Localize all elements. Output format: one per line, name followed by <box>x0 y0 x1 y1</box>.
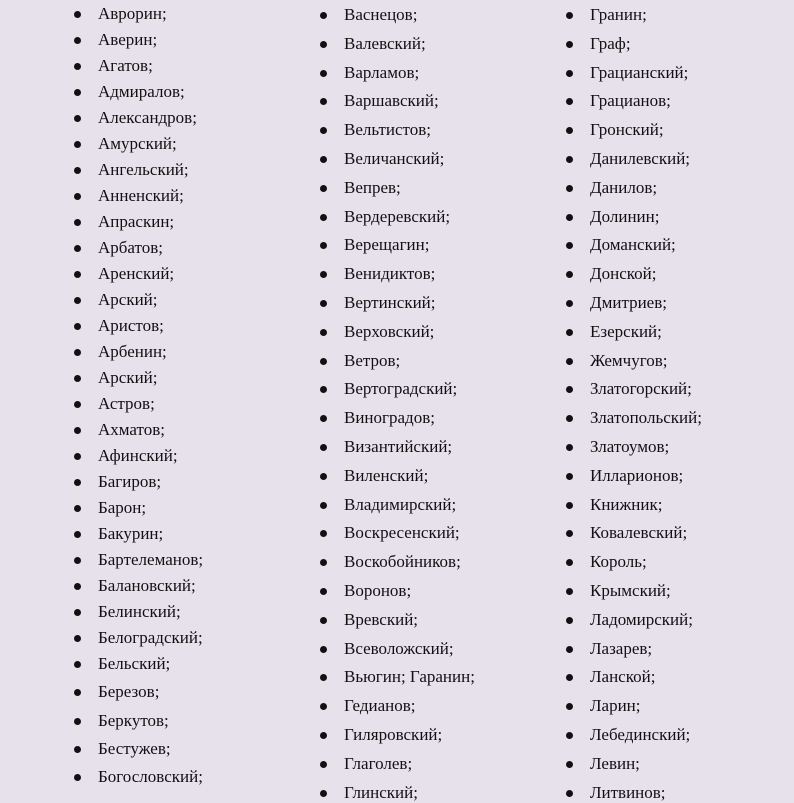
surname-text: Богословский; <box>98 767 203 786</box>
surname-text: Венидиктов; <box>344 264 436 283</box>
surname-text: Бестужев; <box>98 739 171 758</box>
list-item <box>566 610 693 630</box>
list-item <box>320 207 450 227</box>
list-item <box>74 264 174 284</box>
surname-text: Багиров; <box>98 472 162 491</box>
bullet-icon <box>74 746 81 753</box>
list-item <box>320 581 411 601</box>
list-item <box>566 120 664 140</box>
bullet-icon <box>74 63 81 70</box>
bullet-icon <box>566 386 573 393</box>
bullet-icon <box>566 703 573 710</box>
list-item <box>74 682 159 702</box>
surname-text: Златогорский; <box>590 379 692 398</box>
surname-text: Валевский; <box>344 34 426 53</box>
surname-text: Апраскин; <box>98 212 175 231</box>
list-item <box>320 5 417 25</box>
list-item <box>74 711 169 731</box>
list-item <box>320 235 429 255</box>
surname-text: Белоградский; <box>98 628 203 647</box>
bullet-icon <box>74 557 81 564</box>
surname-text: Византийский; <box>344 437 453 456</box>
bullet-icon <box>566 617 573 624</box>
surname-text: Вертоградский; <box>344 379 458 398</box>
bullet-icon <box>320 502 327 509</box>
surname-text: Гранин; <box>590 5 647 24</box>
bullet-icon <box>566 300 573 307</box>
list-item <box>566 34 631 54</box>
surname-text: Доманский; <box>590 235 676 254</box>
surname-text: Грацианов; <box>590 91 671 110</box>
bullet-icon <box>320 214 327 221</box>
surname-text: Лебединский; <box>590 725 691 744</box>
list-item <box>74 739 171 759</box>
surname-text: Данилов; <box>590 178 658 197</box>
list-item <box>320 696 416 716</box>
bullet-icon <box>74 609 81 616</box>
bullet-icon <box>320 329 327 336</box>
surname-text: Верещагин; <box>344 235 430 254</box>
bullet-icon <box>566 329 573 336</box>
surname-text: Аврорин; <box>98 4 167 23</box>
bullet-icon <box>566 127 573 134</box>
bullet-icon <box>320 127 327 134</box>
bullet-icon <box>320 271 327 278</box>
list-item <box>74 316 164 336</box>
surname-text: Ангельский; <box>98 160 189 179</box>
surname-text: Владимирский; <box>344 495 457 514</box>
list-item <box>320 91 439 111</box>
bullet-icon <box>74 193 81 200</box>
surname-text: Вревский; <box>344 610 419 629</box>
list-item <box>566 466 683 486</box>
surname-text: Ветров; <box>344 351 401 370</box>
surname-text: Анненский; <box>98 186 184 205</box>
bullet-icon <box>566 242 573 249</box>
surname-text: Донской; <box>590 264 657 283</box>
surname-text: Глинский; <box>344 783 418 802</box>
bullet-icon <box>566 415 573 422</box>
bullet-icon <box>74 375 81 382</box>
list-item <box>566 149 690 169</box>
bullet-icon <box>566 41 573 48</box>
surname-text: Александров; <box>98 108 197 127</box>
bullet-icon <box>320 703 327 710</box>
list-item <box>320 379 457 399</box>
list-item <box>320 610 418 630</box>
list-item <box>74 394 155 414</box>
list-item <box>74 186 184 206</box>
bullet-icon <box>74 323 81 330</box>
surname-text: Лазарев; <box>590 639 653 658</box>
list-item <box>320 639 454 659</box>
list-item <box>566 235 676 255</box>
bullet-icon <box>320 41 327 48</box>
bullet-icon <box>320 444 327 451</box>
bullet-icon <box>74 11 81 18</box>
bullet-icon <box>566 646 573 653</box>
bullet-icon <box>320 761 327 768</box>
bullet-icon <box>74 774 81 781</box>
bullet-icon <box>320 732 327 739</box>
list-item <box>74 472 161 492</box>
list-item <box>566 207 659 227</box>
surname-text: Всеволожский; <box>344 639 454 658</box>
list-item <box>74 56 153 76</box>
surname-text: Варламов; <box>344 63 420 82</box>
list-item <box>320 523 460 543</box>
surname-text: Аверин; <box>98 30 158 49</box>
bullet-icon <box>566 674 573 681</box>
list-item <box>320 322 434 342</box>
list-item <box>74 82 185 102</box>
bullet-icon <box>566 214 573 221</box>
bullet-icon <box>74 167 81 174</box>
list-item <box>320 725 442 745</box>
list-item <box>320 667 475 687</box>
bullet-icon <box>566 98 573 105</box>
list-item <box>74 134 177 154</box>
list-item <box>320 264 435 284</box>
list-item <box>566 639 652 659</box>
bullet-icon <box>566 358 573 365</box>
bullet-icon <box>566 588 573 595</box>
bullet-icon <box>320 530 327 537</box>
list-item <box>566 754 640 774</box>
list-item <box>566 696 641 716</box>
list-item <box>566 552 647 572</box>
list-item <box>566 293 667 313</box>
bullet-icon <box>74 689 81 696</box>
bullet-icon <box>74 349 81 356</box>
list-item <box>320 495 456 515</box>
list-item <box>74 498 146 518</box>
bullet-icon <box>320 70 327 77</box>
bullet-icon <box>74 427 81 434</box>
bullet-icon <box>74 531 81 538</box>
bullet-icon <box>566 790 573 797</box>
list-item <box>320 351 400 371</box>
list-item <box>566 581 671 601</box>
surname-text: Воронов; <box>344 581 412 600</box>
surname-text: Березов; <box>98 682 160 701</box>
list-item <box>320 149 444 169</box>
surname-text: Ланской; <box>590 667 656 686</box>
bullet-icon <box>320 559 327 566</box>
list-item <box>320 63 419 83</box>
bullet-icon <box>320 156 327 163</box>
surname-text: Виноградов; <box>344 408 435 427</box>
bullet-icon <box>566 473 573 480</box>
bullet-icon <box>566 12 573 19</box>
list-item <box>74 576 196 596</box>
list-item <box>566 523 687 543</box>
bullet-icon <box>320 646 327 653</box>
surname-text: Езерский; <box>590 322 662 341</box>
list-item <box>320 408 435 428</box>
surname-text: Илларионов; <box>590 466 684 485</box>
surname-text: Амурский; <box>98 134 177 153</box>
surname-text: Глаголев; <box>344 754 413 773</box>
bullet-icon <box>74 115 81 122</box>
surname-text: Вьюгин; Гаранин; <box>344 667 475 686</box>
list-item <box>566 667 655 687</box>
list-item <box>74 654 170 674</box>
surname-text: Гиляровский; <box>344 725 443 744</box>
bullet-icon <box>566 559 573 566</box>
surname-text: Ладомирский; <box>590 610 693 629</box>
surname-text: Данилевский; <box>590 149 691 168</box>
bullet-icon <box>74 661 81 668</box>
list-item <box>320 437 452 457</box>
surname-text: Златопольский; <box>590 408 702 427</box>
bullet-icon <box>74 141 81 148</box>
surname-text: Ларин; <box>590 696 641 715</box>
bullet-icon <box>74 635 81 642</box>
surname-text: Арбатов; <box>98 238 163 257</box>
bullet-icon <box>566 70 573 77</box>
bullet-icon <box>74 219 81 226</box>
bullet-icon <box>566 156 573 163</box>
surname-text: Левин; <box>590 754 640 773</box>
list-item <box>320 783 418 803</box>
bullet-icon <box>320 617 327 624</box>
list-item <box>320 34 426 54</box>
surname-text: Бартелеманов; <box>98 550 204 569</box>
list-item <box>566 178 657 198</box>
list-item <box>320 293 436 313</box>
surname-text: Воскресенский; <box>344 523 460 542</box>
list-item <box>566 495 662 515</box>
surname-text: Гронский; <box>590 120 664 139</box>
bullet-icon <box>74 245 81 252</box>
surname-text: Белинский; <box>98 602 181 621</box>
bullet-icon <box>566 502 573 509</box>
bullet-icon <box>320 588 327 595</box>
surname-text: Величанский; <box>344 149 445 168</box>
list-item <box>74 290 158 310</box>
list-item <box>566 437 669 457</box>
surname-text: Верховский; <box>344 322 435 341</box>
surname-text: Жемчугов; <box>590 351 668 370</box>
list-item <box>320 466 428 486</box>
surname-text: Бельский; <box>98 654 171 673</box>
list-item <box>320 178 401 198</box>
surname-text: Король; <box>590 552 647 571</box>
surname-text: Вепрев; <box>344 178 401 197</box>
bullet-icon <box>320 358 327 365</box>
bullet-icon <box>74 718 81 725</box>
surname-text: Гедианов; <box>344 696 416 715</box>
bullet-icon <box>74 271 81 278</box>
list-item <box>74 4 167 24</box>
bullet-icon <box>320 300 327 307</box>
bullet-icon <box>566 732 573 739</box>
surname-text: Балановский; <box>98 576 196 595</box>
bullet-icon <box>74 583 81 590</box>
list-item <box>74 342 167 362</box>
list-item <box>320 120 431 140</box>
bullet-icon <box>320 415 327 422</box>
surname-text: Арбенин; <box>98 342 167 361</box>
surname-text: Адмиралов; <box>98 82 185 101</box>
surname-text: Арский; <box>98 290 158 309</box>
surname-text: Златоумов; <box>590 437 670 456</box>
list-item <box>566 63 688 83</box>
surname-text: Вердеревский; <box>344 207 451 226</box>
surname-text: Вертинский; <box>344 293 436 312</box>
bullet-icon <box>320 674 327 681</box>
list-item <box>74 420 165 440</box>
list-item <box>566 264 656 284</box>
list-item <box>74 30 157 50</box>
bullet-icon <box>74 505 81 512</box>
list-item <box>74 767 203 787</box>
list-item <box>74 602 181 622</box>
list-item <box>74 238 163 258</box>
bullet-icon <box>320 185 327 192</box>
surname-text: Варшавский; <box>344 91 439 110</box>
surname-text: Аренский; <box>98 264 175 283</box>
list-item <box>320 552 461 572</box>
surname-text: Беркутов; <box>98 711 169 730</box>
list-item <box>566 783 666 803</box>
surname-text: Бакурин; <box>98 524 164 543</box>
bullet-icon <box>320 242 327 249</box>
surname-text: Долинин; <box>590 207 660 226</box>
bullet-icon <box>566 271 573 278</box>
bullet-icon <box>320 790 327 797</box>
bullet-icon <box>74 89 81 96</box>
list-item <box>74 160 189 180</box>
surname-text: Воскобойников; <box>344 552 461 571</box>
bullet-icon <box>566 761 573 768</box>
bullet-icon <box>74 479 81 486</box>
list-item <box>320 754 412 774</box>
surname-text: Виленский; <box>344 466 429 485</box>
list-item <box>74 628 203 648</box>
surname-text: Барон; <box>98 498 147 517</box>
list-item <box>566 379 692 399</box>
bullet-icon <box>566 444 573 451</box>
list-item <box>566 408 702 428</box>
list-item <box>74 446 178 466</box>
surname-text: Арский; <box>98 368 158 387</box>
list-item <box>566 725 690 745</box>
surname-text: Вельтистов; <box>344 120 432 139</box>
surname-text: Литвинов; <box>590 783 666 802</box>
bullet-icon <box>74 453 81 460</box>
bullet-icon <box>74 297 81 304</box>
list-item <box>74 550 203 570</box>
list-item <box>74 212 174 232</box>
surname-text: Аристов; <box>98 316 164 335</box>
surname-text: Афинский; <box>98 446 178 465</box>
surname-text: Крымский; <box>590 581 671 600</box>
surname-text: Дмитриев; <box>590 293 667 312</box>
surname-text: Ковалевский; <box>590 523 688 542</box>
surname-text: Астров; <box>98 394 155 413</box>
bullet-icon <box>320 98 327 105</box>
list-item <box>74 368 158 388</box>
surname-text: Агатов; <box>98 56 153 75</box>
surname-text: Ахматов; <box>98 420 165 439</box>
bullet-icon <box>320 386 327 393</box>
surname-text: Книжник; <box>590 495 663 514</box>
bullet-icon <box>566 185 573 192</box>
list-item <box>566 351 668 371</box>
list-item <box>74 524 163 544</box>
bullet-icon <box>566 530 573 537</box>
bullet-icon <box>320 12 327 19</box>
list-item <box>74 108 197 128</box>
surname-text: Граф; <box>590 34 631 53</box>
surname-text: Васнецов; <box>344 5 418 24</box>
list-item <box>566 91 671 111</box>
bullet-icon <box>74 37 81 44</box>
bullet-icon <box>320 473 327 480</box>
bullet-icon <box>74 401 81 408</box>
list-item <box>566 5 647 25</box>
surname-text: Грацианский; <box>590 63 689 82</box>
list-item <box>566 322 662 342</box>
